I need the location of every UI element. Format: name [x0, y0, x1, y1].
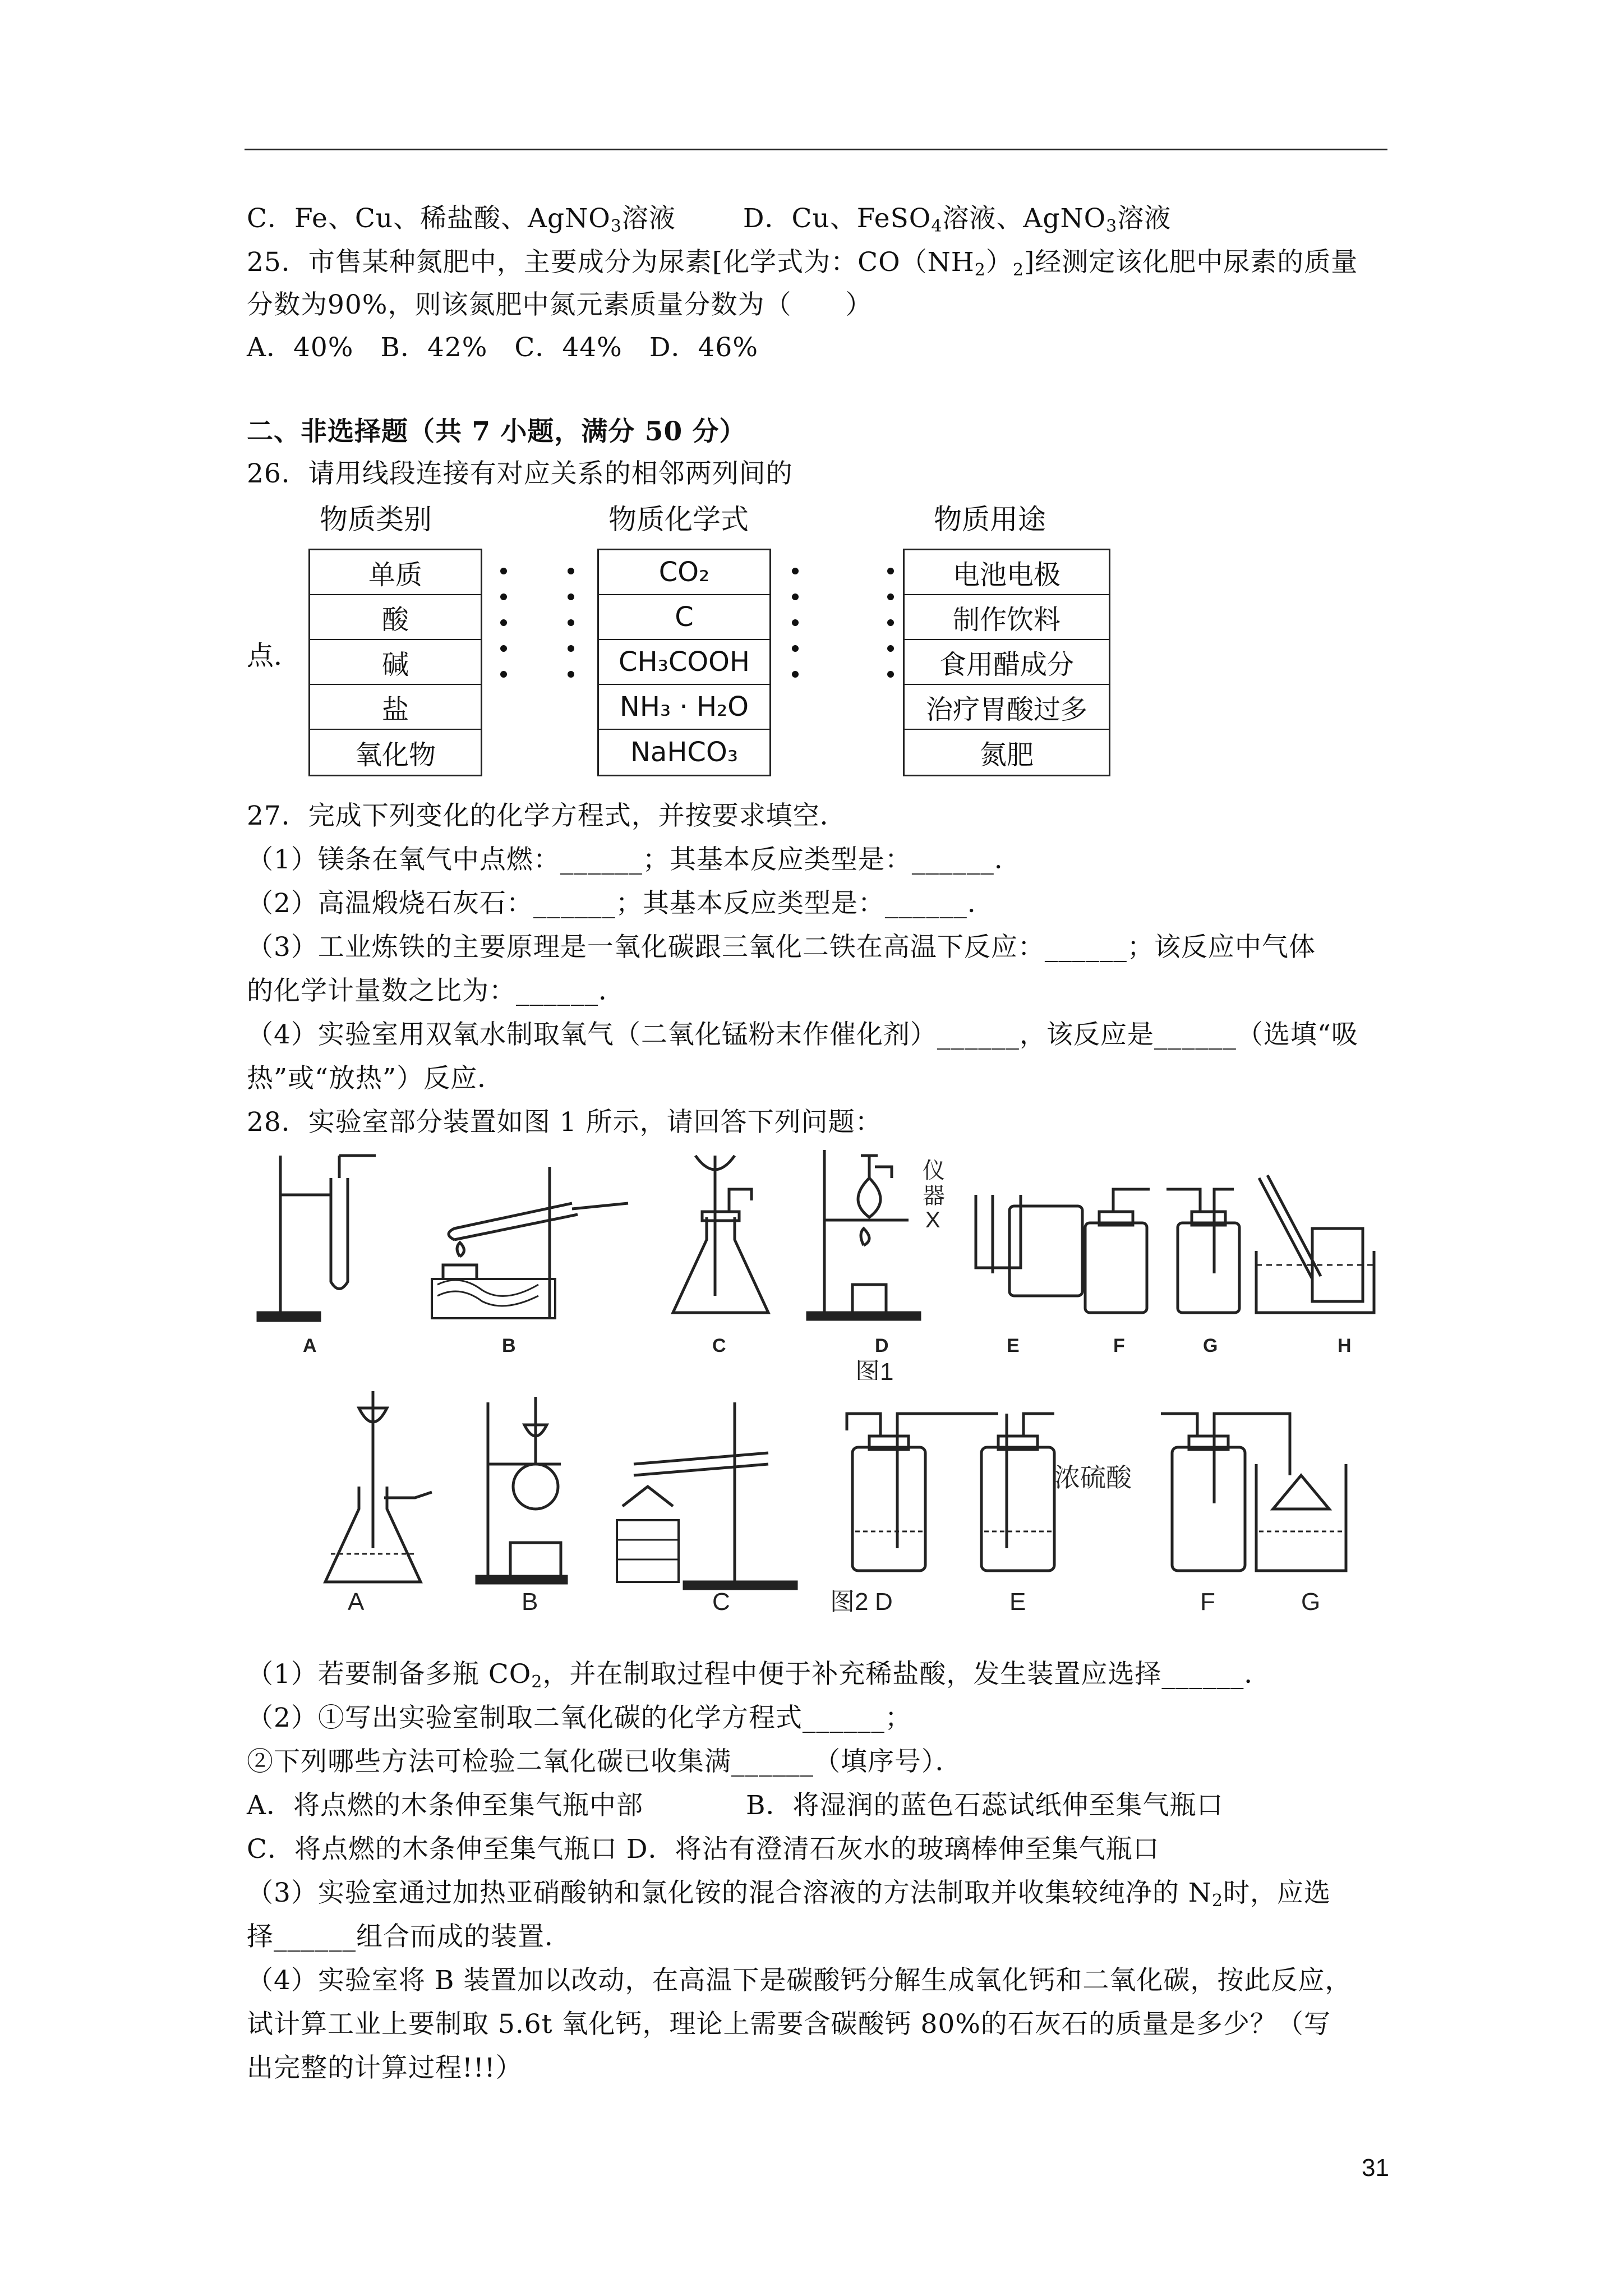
q28-part2b: ②下列哪些方法可检验二氧化碳已收集满______（填序号）．	[247, 1746, 962, 1777]
q27-part3b: 的化学计量数之比为：______．	[247, 976, 625, 1006]
use-cell: 制作饮料	[905, 595, 1109, 640]
fig1-label: H	[1338, 1335, 1352, 1356]
formula-cell: C	[599, 595, 769, 640]
connect-dot[interactable]	[792, 671, 799, 678]
formula-cell: CO₂	[599, 550, 769, 595]
fig1-title: 图1	[855, 1358, 894, 1380]
connect-dot[interactable]	[568, 619, 574, 626]
formula-cell: CH₃COOH	[599, 640, 769, 685]
q26-match-table	[247, 494, 1122, 785]
fig1-label: D	[875, 1335, 889, 1356]
header-use: 物质用途	[934, 503, 1046, 536]
q28-part4a: （4）实验室将 B 装置加以改动，在高温下是碳酸钙分解生成氧化钙和二氧化碳，按此反应，	[247, 1965, 1352, 1996]
q25-line1: 25．市售某种氮肥中，主要成分为尿素[化学式为：$CO(NH_2)_2$]经测定该化肥中尿素的质量	[247, 247, 1358, 280]
svg-text:X: X	[925, 1208, 940, 1232]
category-cell: 单质	[310, 550, 481, 595]
formula-column	[597, 549, 771, 776]
fig2-label: A	[348, 1588, 365, 1616]
fig1-label: F	[1113, 1335, 1125, 1356]
apparatus-f2	[1161, 1414, 1290, 1571]
connect-dot[interactable]	[792, 645, 799, 652]
connect-dot[interactable]	[887, 593, 894, 600]
apparatus-a	[258, 1156, 376, 1320]
apparatus-g2	[1256, 1464, 1346, 1571]
fig2-label: C	[712, 1588, 730, 1616]
q27-part2: （2）高温煅烧石灰石：______；其基本反应类型是：______．	[247, 888, 994, 919]
fig2-label: E	[1009, 1588, 1026, 1616]
connect-dot[interactable]	[792, 593, 799, 600]
q28-part4b: 试计算工业上要制取 5.6t 氧化钙，理论上需要含碳酸钙 80%的石灰石的质量是多少？（写	[247, 2009, 1331, 2040]
connect-dot[interactable]	[792, 568, 799, 574]
q28-part4c: 出完整的计算过程!!!）	[247, 2053, 523, 2083]
connect-dot[interactable]	[887, 645, 894, 652]
connect-dot[interactable]	[500, 645, 507, 652]
q28-part3b: 择______组合而成的装置．	[247, 1921, 571, 1952]
apparatus-a2	[325, 1391, 432, 1582]
apparatus-c2	[617, 1402, 796, 1589]
connect-dot[interactable]	[568, 593, 574, 600]
use-cell: 治疗胃酸过多	[905, 685, 1109, 730]
fig2-label: B	[522, 1588, 538, 1616]
category-cell: 氧化物	[354, 739, 436, 771]
connect-dot[interactable]	[500, 593, 507, 600]
q28-part2a: （2）①写出实验室制取二氧化碳的化学方程式______；	[247, 1703, 912, 1733]
connect-dot[interactable]	[568, 671, 574, 678]
category-cell: 碱	[310, 640, 481, 685]
dot-column	[886, 549, 895, 697]
apparatus-e2	[981, 1414, 1054, 1571]
dot-column	[499, 549, 508, 697]
fig1-label: E	[1007, 1335, 1020, 1356]
q27-part4b: 热”或“放热”）反应．	[247, 1063, 505, 1094]
formula-cell: NH₃ · H₂O	[599, 685, 769, 730]
connect-dot[interactable]	[887, 568, 894, 574]
q28-option-cd: C．将点燃的木条伸至集气瓶口 D．将沾有澄清石灰水的玻璃棒伸至集气瓶口	[247, 1834, 1160, 1865]
apparatus-d	[808, 1150, 920, 1319]
svg-text:器: 器	[923, 1184, 945, 1208]
use-column	[903, 549, 1110, 776]
apparatus-e	[976, 1195, 1082, 1296]
q25-line2: 分数为90%，则该氮肥中氮元素质量分数为（ ）	[247, 289, 873, 320]
q24-options: C．Fe、Cu、稀盐酸、AgNO$_3$溶液 D．Cu、FeSO$_4$溶液、AgNO$_3$溶液	[247, 203, 1172, 236]
q26-tail: 点．	[247, 640, 301, 671]
q26-stem: 26．请用线段连接有对应关系的相邻两列间的	[247, 458, 793, 489]
figure-2	[247, 1380, 1380, 1616]
category-cell: 盐	[310, 685, 481, 730]
q28-part1: （1）若要制备多瓶 $CO_2$，并在制取过程中便于补充稀盐酸，发生装置应选择______．	[247, 1659, 1271, 1692]
section2-title: 二、非选择题（共 7 小题，满分 50 分）	[247, 416, 746, 447]
connect-dot[interactable]	[500, 619, 507, 626]
formula-cell: NaHCO₃	[630, 737, 738, 768]
apparatus-c	[673, 1156, 768, 1313]
fig2-acid-label: 浓硫酸	[1054, 1463, 1132, 1492]
q27-part1: （1）镁条在氧气中点燃：______；其基本反应类型是：______．	[247, 844, 1021, 875]
fig1-label: G	[1203, 1335, 1218, 1356]
figure-1	[247, 1144, 1380, 1380]
use-cell: 氮肥	[979, 739, 1034, 771]
fig2-label: F	[1200, 1588, 1215, 1616]
connect-dot[interactable]	[500, 671, 507, 678]
connect-dot[interactable]	[568, 568, 574, 574]
page-number: 31	[1362, 2154, 1389, 2182]
header-formula: 物质化学式	[608, 503, 749, 536]
category-cell: 酸	[310, 595, 481, 640]
q28-part3a: （3）实验室通过加热亚硝酸钠和氯化铵的混合溶液的方法制取并收集较纯净的 $N_2$时，应选	[247, 1878, 1331, 1911]
fig2-label: G	[1301, 1588, 1321, 1616]
header-category: 物质类别	[320, 503, 432, 536]
use-cell: 食用醋成分	[905, 640, 1109, 685]
dot-column	[566, 549, 575, 697]
apparatus-f	[1085, 1189, 1150, 1313]
fig1-label: B	[502, 1335, 516, 1356]
apparatus-h	[1256, 1175, 1374, 1313]
fig1-label: A	[303, 1335, 317, 1356]
q28-stem: 28．实验室部分装置如图 1 所示，请回答下列问题：	[247, 1107, 882, 1138]
apparatus-d2	[847, 1414, 998, 1571]
connect-dot[interactable]	[568, 645, 574, 652]
dot-column	[791, 549, 800, 697]
q28-option-a: A．将点燃的木条伸至集气瓶中部	[247, 1790, 643, 1821]
fig2-title: 图2	[830, 1588, 869, 1616]
apparatus-b2	[477, 1397, 566, 1583]
apparatus-b	[432, 1167, 628, 1318]
q27-stem: 27．完成下列变化的化学方程式，并按要求填空．	[247, 800, 847, 831]
category-column	[308, 549, 482, 776]
q27-part4a: （4）实验室用双氧水制取氧气（二氧化锰粉末作催化剂）______，该反应是______（选填“吸	[247, 1019, 1358, 1050]
fig1-label: C	[712, 1335, 726, 1356]
header-rule	[245, 149, 1387, 150]
use-cell: 电池电极	[905, 550, 1109, 595]
q28-option-b: B．将湿润的蓝色石蕊试纸伸至集气瓶口	[746, 1790, 1224, 1821]
svg-text:仪: 仪	[923, 1158, 945, 1183]
fig2-label: D	[875, 1588, 893, 1616]
connect-dot[interactable]	[887, 619, 894, 626]
connect-dot[interactable]	[792, 619, 799, 626]
q27-part3a: （3）工业炼铁的主要原理是一氧化碳跟三氧化二铁在高温下反应：______；该反应中气体	[247, 932, 1316, 963]
connect-dot[interactable]	[887, 671, 894, 678]
q25-options: A．40% B．42% C．44% D．46%	[247, 332, 758, 363]
connect-dot[interactable]	[500, 568, 507, 574]
apparatus-g	[1166, 1189, 1239, 1313]
